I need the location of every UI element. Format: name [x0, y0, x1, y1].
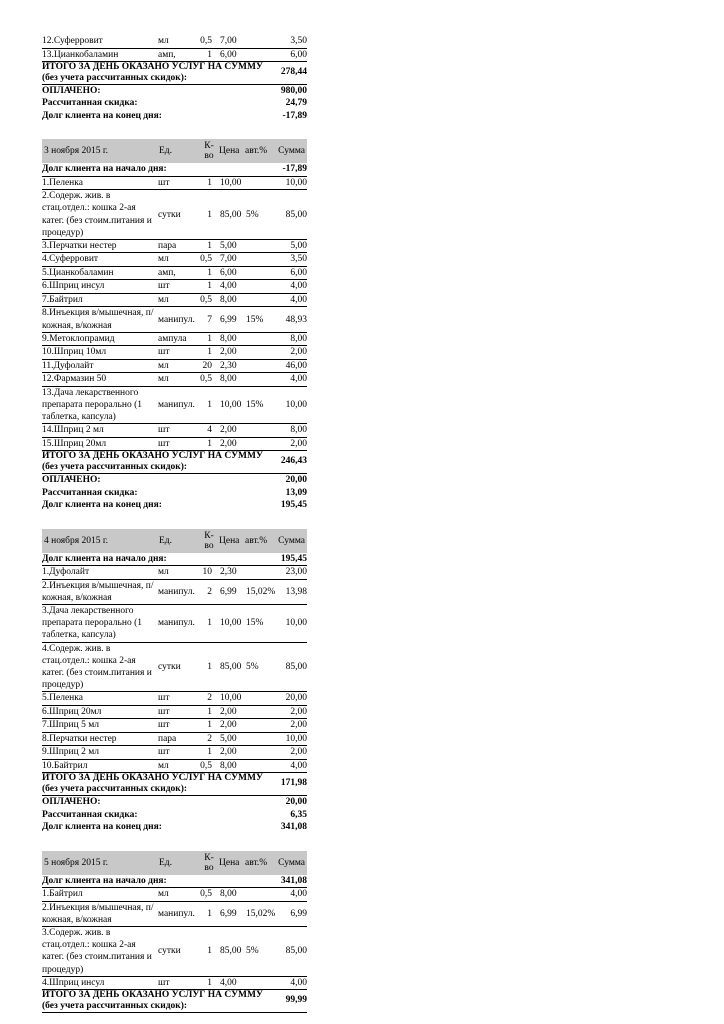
item-qty: 4 [207, 425, 212, 436]
table-row [42, 424, 307, 438]
open-debt-label: Долг клиента на начало дня: [42, 875, 167, 886]
item-sum: 8,00 [290, 425, 307, 436]
day-total [42, 990, 307, 1013]
discount-row-value: 24,79 [285, 98, 307, 109]
item-sum: 6,00 [290, 267, 307, 278]
item-name: 4.Шприц инсул [42, 977, 105, 988]
day-section [42, 851, 307, 1014]
table-row [42, 692, 307, 706]
item-qty: 1 [207, 400, 212, 411]
table-row [42, 190, 307, 240]
day-total [42, 62, 307, 85]
paid-row-label: ОПЛАЧЕНО: [42, 86, 101, 96]
item-price: 10,00 [220, 177, 242, 188]
total-label-note: (без учета рассчитанных скидок): [42, 784, 188, 795]
item-qty: 1 [207, 977, 212, 988]
item-price: 2,30 [220, 567, 237, 578]
item-sum: 4,00 [290, 294, 307, 305]
item-qty: 2 [207, 586, 212, 597]
open-debt-value: 195,45 [280, 553, 307, 564]
item-qty: 1 [207, 438, 212, 449]
close-debt-row-value: -17,89 [282, 110, 307, 121]
item-sum: 4,00 [290, 374, 307, 385]
item-price: 2,00 [220, 347, 237, 358]
item-unit: сутки [158, 661, 181, 672]
table-row [42, 49, 307, 63]
section-gap [42, 512, 307, 527]
item-price: 2,00 [220, 720, 237, 731]
item-unit: шт [158, 720, 170, 731]
col-qty-header: К-во [204, 530, 214, 551]
item-name: 1.Пеленка [42, 177, 83, 188]
item-unit: шт [158, 347, 170, 358]
item-unit: манипул. [158, 400, 195, 411]
table-row [42, 240, 307, 254]
item-name: 9.Метоклопрамид [42, 333, 115, 344]
item-name: 5.Пеленка [42, 693, 83, 704]
item-name: 12.Фармазин 50 [42, 374, 107, 385]
close-debt-row-label: Долг клиента на конец дня: [42, 110, 162, 121]
col-price-header: Цена [219, 857, 240, 868]
item-qty: 1 [207, 747, 212, 758]
paid-row-label: ОПЛАЧЕНО: [42, 475, 101, 486]
item-qty: 1 [207, 240, 212, 251]
item-price: 6,99 [220, 314, 237, 325]
item-qty: 0,5 [200, 760, 212, 771]
item-sum: 6,99 [290, 908, 307, 919]
table-row [42, 35, 307, 49]
item-name: 12.Суферровит [42, 36, 103, 46]
item-unit: мл [158, 360, 169, 371]
col-sum-header: Сумма [278, 857, 305, 868]
open-debt-row [42, 163, 307, 176]
invoice-document [42, 35, 307, 1013]
day-header [42, 139, 307, 163]
table-row [42, 267, 307, 281]
item-sum: 10,00 [285, 177, 307, 188]
item-qty: 1 [207, 706, 212, 717]
item-unit: сутки [158, 209, 181, 220]
paid-row [42, 796, 307, 808]
item-sum: 2,00 [290, 747, 307, 758]
item-qty: 1 [207, 49, 212, 60]
table-row [42, 605, 307, 643]
table-row [42, 307, 307, 332]
item-sum: 46,00 [285, 360, 307, 371]
item-name: 4.Суферровит [42, 254, 99, 265]
item-qty: 1 [207, 177, 212, 188]
item-qty: 1 [207, 661, 212, 672]
item-unit: шт [158, 438, 170, 449]
total-label-note: (без учета рассчитанных скидок): [42, 462, 188, 473]
item-pct: 5% [246, 661, 259, 672]
item-qty: 1 [207, 267, 212, 278]
item-name: 3.Перчатки нестер [42, 240, 117, 251]
open-debt-row [42, 875, 307, 888]
item-qty: 0,5 [200, 294, 212, 305]
table-row [42, 360, 307, 374]
col-price-header: Цена [219, 146, 240, 157]
item-name: 9.Шприц 2 мл [42, 747, 99, 758]
item-price: 8,00 [220, 333, 237, 344]
total-label-note: (без учета рассчитанных скидок): [42, 73, 188, 83]
close-debt-row [42, 821, 307, 833]
item-price: 85,00 [220, 946, 242, 957]
close-debt-row-label: Долг клиента на конец дня: [42, 822, 162, 833]
item-pct: 15% [246, 314, 264, 325]
item-sum: 48,93 [285, 314, 307, 325]
item-sum: 13,98 [285, 586, 307, 597]
table-row [42, 346, 307, 360]
item-price: 4,00 [220, 977, 237, 988]
item-sum: 2,00 [290, 706, 307, 717]
item-name: 10.Шприц 10мл [42, 347, 107, 358]
item-price: 2,00 [220, 706, 237, 717]
paid-row-label: ОПЛАЧЕНО: [42, 797, 101, 808]
table-row [42, 746, 307, 760]
item-sum: 3,50 [290, 254, 307, 265]
total-label: ИТОГО ЗА ДЕНЬ ОКАЗАНО УСЛУГ НА СУММУ [42, 773, 263, 784]
item-unit: ампула [158, 333, 187, 344]
item-pct: 5% [246, 209, 259, 220]
col-qty-header: К-во [204, 852, 214, 873]
item-price: 7,00 [220, 254, 237, 265]
item-unit: шт [158, 977, 170, 988]
day-section [42, 529, 307, 834]
col-pct-header: авт.% [245, 857, 268, 868]
table-row [42, 733, 307, 747]
table-row [42, 333, 307, 347]
table-row [42, 253, 307, 267]
item-sum: 2,00 [290, 438, 307, 449]
item-qty: 1 [207, 908, 212, 919]
item-price: 85,00 [220, 209, 242, 220]
item-pct: 15,02% [246, 586, 276, 597]
item-unit: мл [158, 254, 169, 265]
total-label: ИТОГО ЗА ДЕНЬ ОКАЗАНО УСЛУГ НА СУММУ [42, 990, 263, 1001]
item-sum: 4,00 [290, 281, 307, 292]
day-date: 4 ноября 2015 г. [44, 535, 109, 546]
total-value: 99,99 [285, 995, 307, 1006]
item-unit: мл [158, 567, 169, 578]
col-qty-header: К-во [204, 141, 214, 162]
table-row [42, 438, 307, 452]
table-row [42, 566, 307, 580]
open-debt-value: -17,89 [282, 164, 307, 175]
item-price: 4,00 [220, 281, 237, 292]
item-price: 10,00 [220, 400, 242, 411]
item-qty: 1 [207, 720, 212, 731]
item-name: 8.Перчатки нестер [42, 733, 117, 744]
item-name: 3.Содерж. жив. в стац.отдел.: кошка 2-ая катег. (без стоим.питания и процедур) [42, 927, 152, 975]
total-label: ИТОГО ЗА ДЕНЬ ОКАЗАНО УСЛУГ НА СУММУ [42, 62, 263, 72]
table-row [42, 902, 307, 927]
item-pct: 15,02% [246, 908, 276, 919]
item-sum: 6,00 [290, 49, 307, 60]
item-qty: 1 [207, 281, 212, 292]
item-name: 14.Шприц 2 мл [42, 425, 104, 436]
item-price: 85,00 [220, 661, 242, 672]
item-unit: манипул. [158, 586, 195, 597]
open-debt-value: 341,08 [280, 875, 307, 886]
item-unit: мл [158, 760, 169, 771]
item-qty: 1 [207, 946, 212, 957]
item-unit: шт [158, 425, 170, 436]
item-name: 3.Дача лекарственного препарата перорально (1 таблетка, капсула) [42, 605, 142, 641]
total-value: 246,43 [280, 456, 307, 467]
item-unit: пара [158, 733, 177, 744]
col-pct-header: авт.% [245, 535, 268, 546]
item-price: 8,00 [220, 374, 237, 385]
item-sum: 10,00 [285, 733, 307, 744]
item-unit: пара [158, 240, 177, 251]
table-row [42, 280, 307, 294]
item-unit: манипул. [158, 618, 195, 629]
item-sum: 3,50 [290, 36, 307, 46]
total-value: 278,44 [280, 67, 307, 77]
col-pct-header: авт.% [245, 146, 268, 157]
item-qty: 10 [202, 567, 212, 578]
item-qty: 7 [207, 314, 212, 325]
table-row [42, 177, 307, 191]
item-sum: 85,00 [285, 946, 307, 957]
paid-row-value: 20,00 [285, 475, 307, 486]
table-row [42, 888, 307, 902]
item-name: 2.Инъекция в/мышечная, п/кожная, в/кожная [42, 902, 154, 925]
table-row [42, 977, 307, 991]
table-row [42, 719, 307, 733]
item-sum: 10,00 [285, 400, 307, 411]
item-pct: 15% [246, 400, 264, 411]
discount-row [42, 97, 307, 109]
item-name: 7.Шприц 5 мл [42, 720, 99, 731]
item-price: 7,00 [220, 36, 237, 46]
item-price: 2,00 [220, 438, 237, 449]
item-unit: шт [158, 281, 170, 292]
close-debt-row [42, 110, 307, 122]
item-name: 15.Шприц 20мл [42, 438, 107, 449]
discount-row-value: 6,35 [290, 809, 307, 820]
paid-row [42, 474, 307, 486]
total-value: 171,98 [280, 778, 307, 789]
col-unit-header: Ед. [159, 857, 173, 868]
item-name: 1.Байтрил [42, 889, 83, 900]
item-qty: 20 [202, 360, 212, 371]
item-price: 6,00 [220, 49, 237, 60]
table-row [42, 294, 307, 308]
item-qty: 0,5 [200, 254, 212, 265]
item-sum: 85,00 [285, 661, 307, 672]
item-name: 2.Инъекция в/мышечная, п/кожная, в/кожная [42, 580, 154, 603]
item-price: 6,99 [220, 908, 237, 919]
item-unit: амп, [158, 49, 176, 60]
close-debt-row-label: Долг клиента на конец дня: [42, 500, 162, 511]
discount-row-label: Рассчитанная скидка: [42, 487, 138, 498]
day-date: 3 ноября 2015 г. [44, 146, 109, 157]
item-name: 10.Байтрил [42, 760, 88, 771]
item-sum: 85,00 [285, 209, 307, 220]
day-section [42, 139, 307, 511]
item-qty: 1 [207, 209, 212, 220]
item-unit: манипул. [158, 908, 195, 919]
day-total [42, 451, 307, 474]
item-sum: 23,00 [285, 567, 307, 578]
table-row [42, 580, 307, 605]
item-qty: 1 [207, 618, 212, 629]
item-name: 6.Шприц инсул [42, 281, 105, 292]
day-date: 5 ноября 2015 г. [44, 857, 109, 868]
item-qty: 0,5 [200, 889, 212, 900]
item-price: 6,00 [220, 267, 237, 278]
item-unit: амп, [158, 267, 176, 278]
item-unit: шт [158, 177, 170, 188]
item-sum: 10,00 [285, 618, 307, 629]
col-unit-header: Ед. [159, 535, 173, 546]
close-debt-row [42, 499, 307, 511]
item-price: 2,30 [220, 360, 237, 371]
paid-row [42, 85, 307, 97]
table-row [42, 373, 307, 387]
paid-row-value: 980,00 [280, 86, 307, 96]
table-row [42, 927, 307, 977]
item-sum: 2,00 [290, 347, 307, 358]
item-sum: 8,00 [290, 333, 307, 344]
item-price: 2,00 [220, 747, 237, 758]
discount-row-label: Рассчитанная скидка: [42, 98, 138, 109]
discount-row-value: 13,09 [285, 487, 307, 498]
section-gap [42, 122, 307, 137]
item-unit: манипул. [158, 314, 195, 325]
table-row [42, 387, 307, 425]
close-debt-row-value: 195,45 [280, 500, 307, 511]
close-debt-row-value: 341,08 [280, 822, 307, 833]
item-sum: 4,00 [290, 760, 307, 771]
item-price: 8,00 [220, 760, 237, 771]
total-label-note: (без учета рассчитанных скидок): [42, 1001, 188, 1012]
item-unit: шт [158, 693, 170, 704]
item-price: 5,00 [220, 240, 237, 251]
item-qty: 0,5 [200, 374, 212, 385]
previous-day-section [42, 35, 307, 122]
table-row [42, 643, 307, 693]
item-name: 1.Дуфолайт [42, 567, 90, 578]
section-gap [42, 834, 307, 849]
item-price: 10,00 [220, 618, 242, 629]
item-name: 13.Дача лекарственного препарата перорально (1 таблетка, капсула) [42, 387, 142, 423]
item-price: 10,00 [220, 693, 242, 704]
item-price: 2,00 [220, 425, 237, 436]
item-unit: мл [158, 374, 169, 385]
open-debt-label: Долг клиента на начало дня: [42, 164, 167, 175]
open-debt-row [42, 553, 307, 566]
day-header [42, 529, 307, 553]
item-pct: 15% [246, 618, 264, 629]
item-unit: шт [158, 747, 170, 758]
total-label: ИТОГО ЗА ДЕНЬ ОКАЗАНО УСЛУГ НА СУММУ [42, 451, 263, 462]
item-unit: мл [158, 889, 169, 900]
discount-row [42, 809, 307, 821]
item-qty: 1 [207, 333, 212, 344]
day-header [42, 851, 307, 875]
col-sum-header: Сумма [278, 535, 305, 546]
item-name: 4.Содерж. жив. в стац.отдел.: кошка 2-ая катег. (без стоим.питания и процедур) [42, 643, 152, 691]
item-name: 2.Содерж. жив. в стац.отдел.: кошка 2-ая катег. (без стоим.питания и процедур) [42, 191, 152, 238]
item-name: 6.Шприц 20мл [42, 706, 102, 717]
item-name: 13.Цианкобаламин [42, 49, 119, 60]
col-price-header: Цена [219, 535, 240, 546]
item-qty: 0,5 [200, 36, 212, 46]
item-qty: 1 [207, 347, 212, 358]
item-unit: сутки [158, 946, 181, 957]
item-sum: 4,00 [290, 977, 307, 988]
item-pct: 5% [246, 946, 259, 957]
item-price: 6,99 [220, 586, 237, 597]
col-unit-header: Ед. [159, 146, 173, 157]
item-price: 8,00 [220, 889, 237, 900]
item-name: 7.Байтрил [42, 294, 83, 305]
item-qty: 2 [207, 693, 212, 704]
item-sum: 5,00 [290, 240, 307, 251]
item-sum: 4,00 [290, 889, 307, 900]
item-name: 5.Цианкобаламин [42, 267, 114, 278]
item-price: 8,00 [220, 294, 237, 305]
item-unit: шт [158, 706, 170, 717]
table-row [42, 706, 307, 720]
item-qty: 2 [207, 733, 212, 744]
paid-row-value: 20,00 [285, 797, 307, 808]
item-price: 5,00 [220, 733, 237, 744]
item-sum: 2,00 [290, 720, 307, 731]
open-debt-label: Долг клиента на начало дня: [42, 553, 167, 564]
item-sum: 20,00 [285, 693, 307, 704]
item-name: 8.Инъекция в/мышечная, п/кожная, в/кожная [42, 308, 154, 331]
discount-row-label: Рассчитанная скидка: [42, 809, 138, 820]
col-sum-header: Сумма [278, 146, 305, 157]
item-unit: мл [158, 36, 169, 46]
discount-row [42, 487, 307, 499]
item-unit: мл [158, 294, 169, 305]
item-name: 11.Дуфолайт [42, 360, 94, 371]
table-row [42, 760, 307, 774]
day-total [42, 773, 307, 796]
